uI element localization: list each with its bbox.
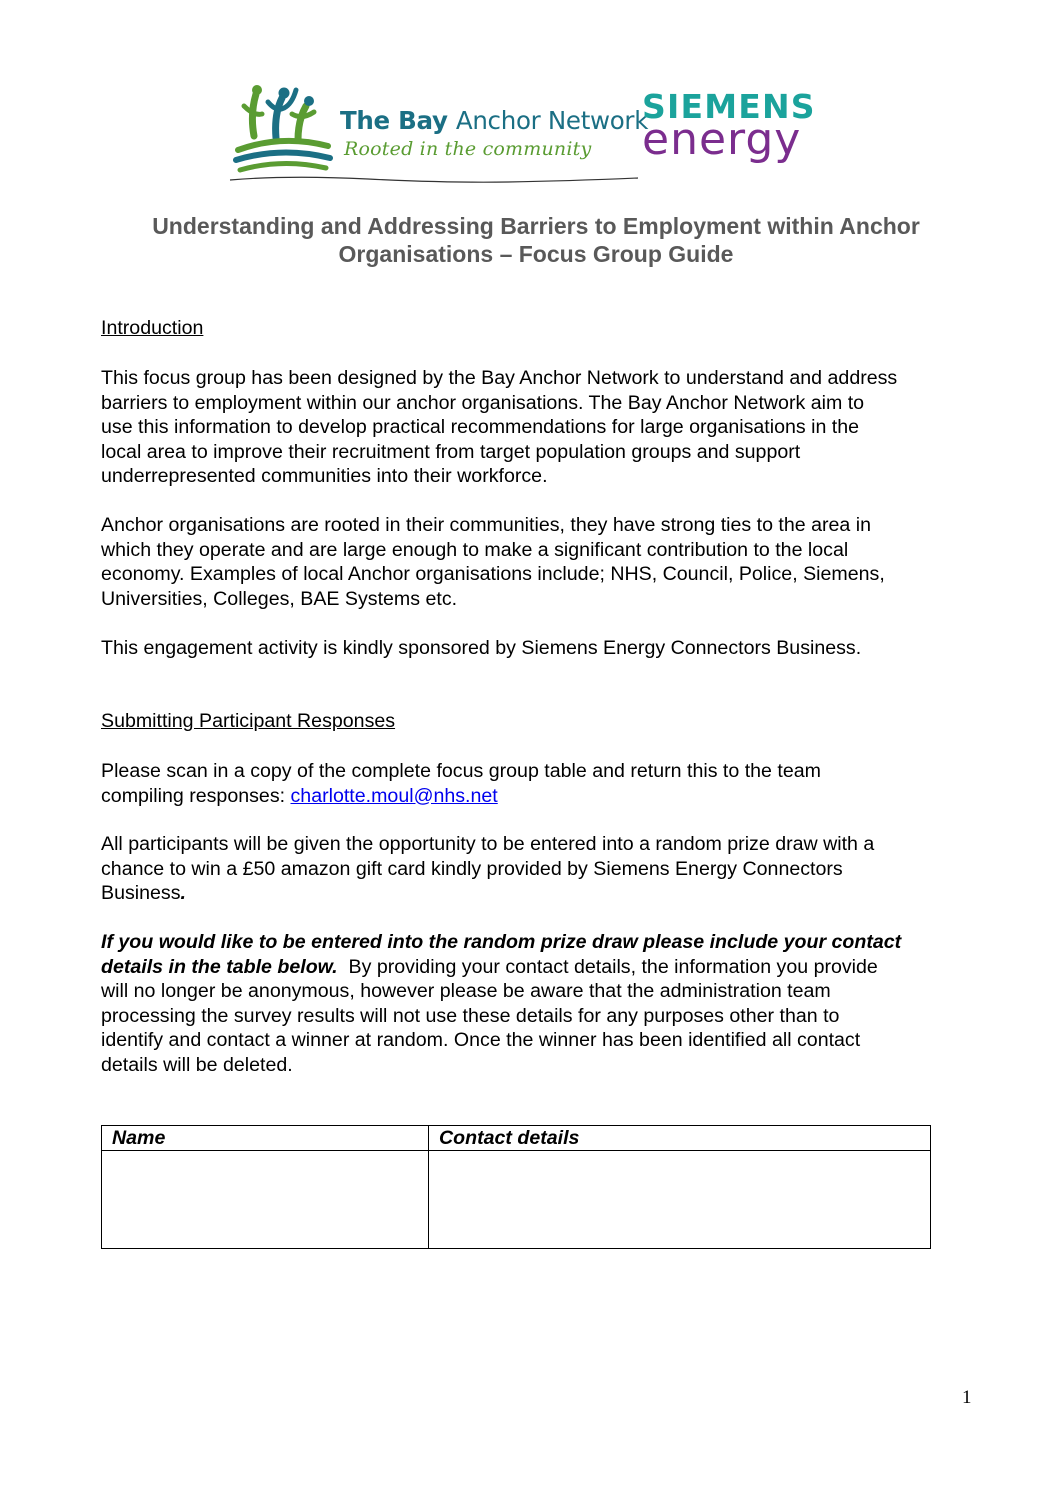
text-line: [101, 955, 1001, 980]
text-line: Anchor organisations are rooted in their communities, they have strong ties to the area in: [101, 514, 872, 536]
contact-details-column-header: Contact details: [429, 1126, 931, 1151]
page-number: 1: [962, 1387, 972, 1408]
text-line: Please scan in a copy of the complete focus group table and return this to the team: [101, 760, 821, 782]
bay-anchor-tagline: Rooted in the community: [344, 138, 592, 160]
introduction-heading: Introduction: [101, 317, 204, 339]
text-line: processing the survey results will not use these details for any purposes other than to: [101, 1004, 840, 1027]
submitting-paragraph-2: [101, 832, 1001, 906]
table-row: [102, 1151, 931, 1249]
text-line: use this information to develop practical recommendations for large organisations in the: [101, 416, 860, 438]
siemens-energy-logo-energy: energy: [642, 114, 802, 165]
text-fragment: .: [180, 882, 186, 904]
document-title: [80, 212, 992, 268]
submitting-heading: Submitting Participant Responses: [101, 710, 396, 732]
brush-underline-icon: [228, 172, 640, 188]
text-line: identify and contact a winner at random. Once the winner has been identified all contact: [101, 1029, 861, 1051]
text-line: economy. Examples of local Anchor organisations include; NHS, Council, Police, Siemens,: [101, 563, 885, 585]
name-column-header: Name: [102, 1126, 429, 1151]
siemens-energy-logo-siemens: SIEMENS: [642, 87, 816, 126]
introduction-paragraph-2: [101, 513, 1001, 611]
contact-details-cell[interactable]: [429, 1151, 931, 1249]
text-line: chance to win a £50 amazon gift card kindly provided by Siemens Energy Connectors: [101, 857, 843, 880]
submitting-paragraph-3: [101, 930, 1001, 1077]
text-line: All participants will be given the opportunity to be entered into a random prize draw with a: [101, 833, 875, 855]
bay-name-light: Anchor Network: [455, 106, 649, 135]
title-line-2: Organisations – Focus Group Guide: [338, 241, 734, 267]
introduction-paragraph-3: [101, 636, 1001, 661]
contact-details-table: [101, 1125, 931, 1249]
text-fragment: compiling responses:: [101, 784, 291, 807]
name-cell[interactable]: [102, 1151, 429, 1249]
text-line: [101, 784, 1001, 809]
text-line: underrepresented communities into their workforce.: [101, 465, 548, 487]
email-link[interactable]: charlotte.moul@nhs.net: [290, 784, 498, 807]
introduction-paragraph-1: [101, 366, 1001, 489]
text-line: barriers to employment within our anchor organisations. The Bay Anchor Network aim to: [101, 391, 865, 414]
text-line: local area to improve their recruitment from target population groups and support: [101, 440, 801, 463]
logo-strip: [228, 84, 838, 194]
text-fragment: By providing your contact details, the information you provide: [337, 955, 878, 978]
title-line-1: Understanding and Addressing Barriers to Employment within Anchor: [152, 213, 920, 239]
bay-anchor-network-name: [340, 106, 648, 135]
submitting-paragraph-1: [101, 759, 1001, 808]
text-line: which they operate and are large enough to make a significant contribution to the local: [101, 538, 849, 561]
text-line: [101, 881, 1001, 906]
text-fragment: Business: [101, 882, 181, 904]
text-line: This engagement activity is kindly sponsored by Siemens Energy Connectors Business.: [101, 637, 862, 659]
bay-anchor-network-logo-icon: [232, 84, 334, 176]
table-header-row: [102, 1126, 931, 1151]
text-line: details will be deleted.: [101, 1053, 293, 1076]
text-line: If you would like to be entered into the random prize draw please include your contact: [101, 931, 902, 953]
text-line: This focus group has been designed by the Bay Anchor Network to understand and address: [101, 367, 898, 389]
bay-name-bold: The Bay: [340, 106, 448, 135]
text-fragment: details in the table below.: [101, 955, 338, 978]
text-line: Universities, Colleges, BAE Systems etc.: [101, 587, 458, 610]
text-line: will no longer be anonymous, however please be aware that the administration team: [101, 980, 831, 1002]
